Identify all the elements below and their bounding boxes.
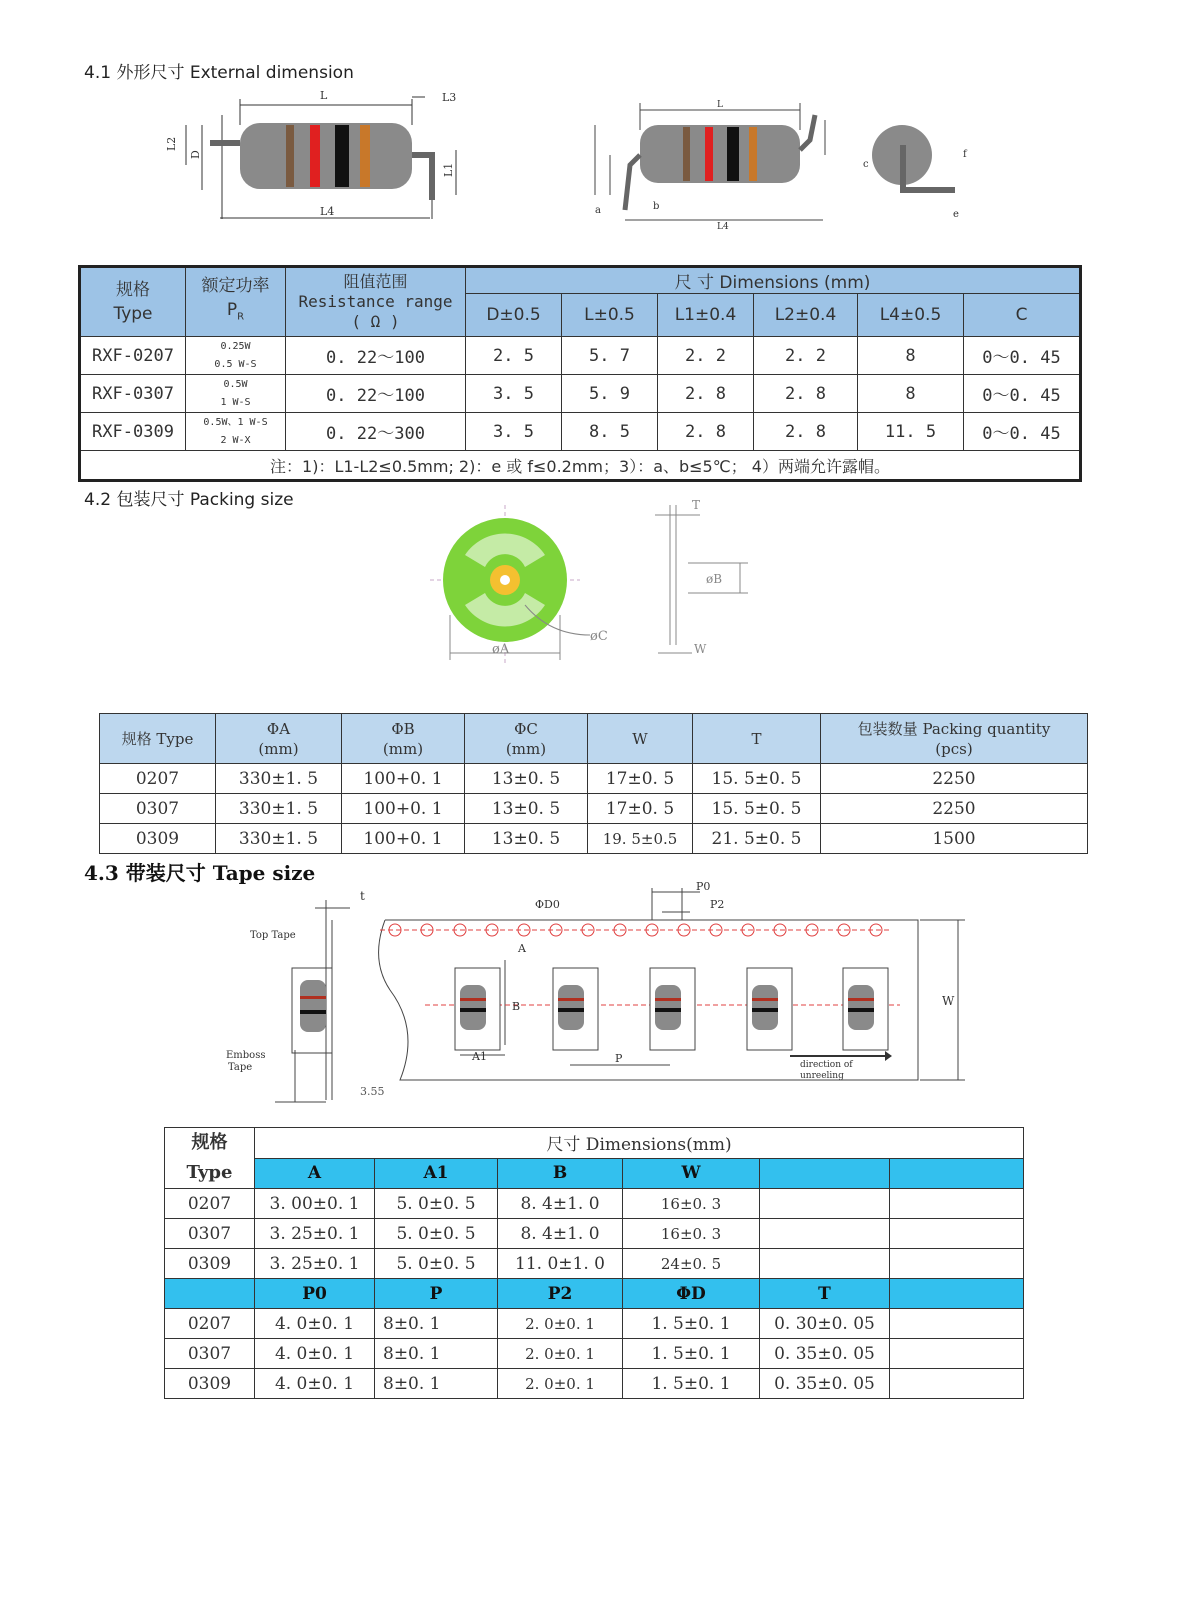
cell-range: 0. 22～300 <box>286 413 466 451</box>
cell: 15. 5±0. 5 <box>693 794 821 824</box>
cell-value: 5. 9 <box>562 375 658 413</box>
table-row <box>100 794 1088 824</box>
cell: 16±0. 3 <box>623 1219 760 1249</box>
label-c: c <box>863 159 869 170</box>
cell-value: 11. 5 <box>858 413 964 451</box>
label-355: 3.55 <box>360 1085 385 1098</box>
header-type: 规格 Type <box>80 267 186 337</box>
cell: 4. 0±0. 1 <box>255 1369 375 1399</box>
label-phiB: øB <box>706 572 723 586</box>
header-T: T <box>760 1279 890 1309</box>
cell-value: 2. 2 <box>754 337 858 375</box>
cell: 8±0. 1 <box>375 1369 498 1399</box>
label-L3: L3 <box>442 91 457 104</box>
label-T: T <box>692 498 701 512</box>
cell-value: 0～0. 45 <box>964 337 1081 375</box>
cell-value: 2. 8 <box>754 375 858 413</box>
label-f: f <box>963 149 967 160</box>
label-emboss-tape <box>226 1050 265 1073</box>
label-b: b <box>653 201 660 212</box>
cell-power-line: 0.5 W-S <box>214 358 257 370</box>
cell <box>890 1189 1024 1219</box>
cell-value: 5. 7 <box>562 337 658 375</box>
cell-value: 2. 5 <box>466 337 562 375</box>
header-type: 规格 Type <box>100 714 216 764</box>
cell: 11. 0±1. 0 <box>498 1249 623 1279</box>
cell: 17±0. 5 <box>588 794 693 824</box>
label-L2: L2 <box>165 136 178 151</box>
label-A: A <box>518 942 526 955</box>
cell <box>890 1369 1024 1399</box>
cell-value: 2. 8 <box>658 413 754 451</box>
table-row <box>165 1309 1024 1339</box>
label-L1: L1 <box>442 162 455 177</box>
cell: 13±0. 5 <box>465 794 588 824</box>
cell: 17±0. 5 <box>588 764 693 794</box>
cell: 1. 5±0. 1 <box>623 1369 760 1399</box>
label-L-side: L <box>717 100 723 110</box>
header-dimensions: 尺寸 Dimensions(mm) <box>255 1128 1024 1159</box>
cell-type: RXF-0207 <box>80 337 186 375</box>
cell: 19. 5±0.5 <box>588 824 693 854</box>
cell: 0309 <box>165 1249 255 1279</box>
header-range: 阻值范围 Resistance range ( Ω ) <box>286 267 466 337</box>
header-phiB: ΦB (mm) <box>342 714 465 764</box>
label-W: W <box>942 994 955 1008</box>
header-empty <box>165 1279 255 1309</box>
cell <box>760 1189 890 1219</box>
table-row <box>165 1219 1024 1249</box>
label-direction-line2: unreeling <box>800 1071 844 1081</box>
header-type: 规格 Type <box>165 1128 255 1189</box>
header-col-l2: L2±0.4 <box>754 294 858 337</box>
header-col-d: D±0.5 <box>466 294 562 337</box>
cell: 8. 4±1. 0 <box>498 1219 623 1249</box>
header-col-c: C <box>964 294 1081 337</box>
header-col-l1: L1±0.4 <box>658 294 754 337</box>
cell-power-line: 0.5W、1 W-S <box>203 416 268 428</box>
label-B: B <box>512 1000 521 1013</box>
cell: 8±0. 1 <box>375 1309 498 1339</box>
cell-type: RXF-0307 <box>80 375 186 413</box>
cell: 8±0. 1 <box>375 1339 498 1369</box>
table-row <box>165 1369 1024 1399</box>
cell-value: 0～0. 45 <box>964 375 1081 413</box>
header-P2: P2 <box>498 1279 623 1309</box>
cell: 8. 4±1. 0 <box>498 1189 623 1219</box>
label-phiD0: ΦD0 <box>535 898 560 911</box>
cell: 100+0. 1 <box>342 824 465 854</box>
cell: 100+0. 1 <box>342 764 465 794</box>
table-row <box>80 375 1081 413</box>
cell-value: 2. 2 <box>658 337 754 375</box>
cell: 0207 <box>165 1189 255 1219</box>
header-col-l: L±0.5 <box>562 294 658 337</box>
cell: 1. 5±0. 1 <box>623 1309 760 1339</box>
table-row <box>100 824 1088 854</box>
header-t: T <box>693 714 821 764</box>
label-emboss-line1: Emboss <box>226 1050 266 1061</box>
cell-range: 0. 22～100 <box>286 337 466 375</box>
cell: 2. 0±0. 1 <box>498 1369 623 1399</box>
section-heading-tape-size: 4.3 带装尺寸 Tape size <box>84 861 316 885</box>
header-w: W <box>588 714 693 764</box>
cell: 3. 25±0. 1 <box>255 1249 375 1279</box>
cell-value: 8. 5 <box>562 413 658 451</box>
header-phiC: ΦC (mm) <box>465 714 588 764</box>
cell-power-line: 1 W-S <box>220 396 251 408</box>
cell-value: 8 <box>858 375 964 413</box>
cell: 2250 <box>821 794 1088 824</box>
cell: 0309 <box>100 824 216 854</box>
header-B: B <box>498 1158 623 1189</box>
cell: 3. 00±0. 1 <box>255 1189 375 1219</box>
table-row <box>165 1339 1024 1369</box>
cell: 0307 <box>165 1219 255 1249</box>
label-L4: L4 <box>320 205 335 218</box>
cell-power <box>186 413 286 451</box>
header-empty <box>890 1158 1024 1189</box>
header-empty <box>890 1279 1024 1309</box>
label-phiC: øC <box>590 629 608 644</box>
label-a: a <box>595 205 601 216</box>
cell: 0307 <box>165 1339 255 1369</box>
cell-power <box>186 375 286 413</box>
section-heading-packing-size: 4.2 包装尺寸 Packing size <box>84 490 294 510</box>
cell: 21. 5±0. 5 <box>693 824 821 854</box>
tape-size-table <box>164 1127 1024 1399</box>
external-dimension-diagram-front <box>150 85 480 230</box>
cell: 2. 0±0. 1 <box>498 1339 623 1369</box>
label-phiA: øA <box>492 642 510 657</box>
reel-diagram <box>430 495 770 680</box>
cell: 1500 <box>821 824 1088 854</box>
cell <box>890 1219 1024 1249</box>
cell <box>890 1249 1024 1279</box>
label-e: e <box>953 209 959 220</box>
header-empty <box>760 1158 890 1189</box>
cell: 2250 <box>821 764 1088 794</box>
cell-power-line: 0.5W <box>223 378 248 390</box>
cell: 0307 <box>100 794 216 824</box>
label-direction <box>800 1060 853 1081</box>
cell: 0207 <box>165 1309 255 1339</box>
header-power-text: 额定功率 P <box>201 276 270 321</box>
table-row <box>165 1189 1024 1219</box>
table-row <box>100 764 1088 794</box>
section-heading-external-dimension: 4.1 外形尺寸 External dimension <box>84 63 354 83</box>
label-t: t <box>360 889 365 903</box>
label-emboss-line2: Tape <box>228 1062 253 1073</box>
cell: 0207 <box>100 764 216 794</box>
cell-value: 8 <box>858 337 964 375</box>
header-packing-quantity: 包装数量 Packing quantity (pcs) <box>821 714 1088 764</box>
label-D: D <box>189 150 202 159</box>
label-P0: P0 <box>696 880 711 893</box>
cell: 15. 5±0. 5 <box>693 764 821 794</box>
header-P0: P0 <box>255 1279 375 1309</box>
cell: 0. 30±0. 05 <box>760 1309 890 1339</box>
cell: 5. 0±0. 5 <box>375 1249 498 1279</box>
external-dimension-table <box>78 265 1082 482</box>
table-row <box>80 413 1081 451</box>
cell: 4. 0±0. 1 <box>255 1339 375 1369</box>
table-row <box>80 337 1081 375</box>
cell: 0. 35±0. 05 <box>760 1369 890 1399</box>
cell: 1. 5±0. 1 <box>623 1339 760 1369</box>
label-P2: P2 <box>710 898 725 911</box>
header-P: P <box>375 1279 498 1309</box>
label-direction-line1: direction of <box>800 1060 853 1070</box>
table-row <box>165 1249 1024 1279</box>
tape-diagram <box>220 880 980 1110</box>
cell: 330±1. 5 <box>216 794 342 824</box>
header-W: W <box>623 1158 760 1189</box>
header-col-l4: L4±0.5 <box>858 294 964 337</box>
header-power <box>186 267 286 337</box>
table-note: 注：1)：L1-L2≤0.5mm; 2)：e 或 f≤0.2mm；3）：a、b≤5℃； 4）两端允许露帽。 <box>80 451 1081 481</box>
cell <box>890 1309 1024 1339</box>
cell <box>760 1249 890 1279</box>
cell: 330±1. 5 <box>216 764 342 794</box>
cell-value: 0～0. 45 <box>964 413 1081 451</box>
cell: 100+0. 1 <box>342 794 465 824</box>
cell: 5. 0±0. 5 <box>375 1219 498 1249</box>
packing-size-table <box>99 713 1088 854</box>
header-A1: A1 <box>375 1158 498 1189</box>
cell-value: 2. 8 <box>658 375 754 413</box>
header-phiD: ΦD <box>623 1279 760 1309</box>
cell-power <box>186 337 286 375</box>
cell: 2. 0±0. 1 <box>498 1309 623 1339</box>
cell: 24±0. 5 <box>623 1249 760 1279</box>
cell-power-line: 2 W-X <box>220 434 251 446</box>
cell-type: RXF-0309 <box>80 413 186 451</box>
cell: 0309 <box>165 1369 255 1399</box>
cell: 0. 35±0. 05 <box>760 1339 890 1369</box>
label-L: L <box>320 89 328 102</box>
label-W: W <box>694 642 707 656</box>
cell: 3. 25±0. 1 <box>255 1219 375 1249</box>
header-dimensions: 尺 寸 Dimensions (mm) <box>466 267 1081 294</box>
label-P: P <box>615 1052 623 1065</box>
cell-range: 0. 22～100 <box>286 375 466 413</box>
cell <box>890 1339 1024 1369</box>
header-phiA: ΦA (mm) <box>216 714 342 764</box>
cell-value: 2. 8 <box>754 413 858 451</box>
cell: 13±0. 5 <box>465 764 588 794</box>
cell: 13±0. 5 <box>465 824 588 854</box>
cell-power-line: 0.25W <box>220 340 251 352</box>
external-dimension-diagram-side <box>585 95 980 230</box>
cell: 16±0. 3 <box>623 1189 760 1219</box>
header-power-sub: R <box>237 311 245 323</box>
cell-value: 3. 5 <box>466 413 562 451</box>
label-L4-side: L4 <box>717 222 729 230</box>
label-A1: A1 <box>472 1050 487 1063</box>
label-top-tape: Top Tape <box>250 930 296 941</box>
cell: 4. 0±0. 1 <box>255 1309 375 1339</box>
header-A: A <box>255 1158 375 1189</box>
cell: 330±1. 5 <box>216 824 342 854</box>
cell-value: 3. 5 <box>466 375 562 413</box>
cell <box>760 1219 890 1249</box>
cell: 5. 0±0. 5 <box>375 1189 498 1219</box>
